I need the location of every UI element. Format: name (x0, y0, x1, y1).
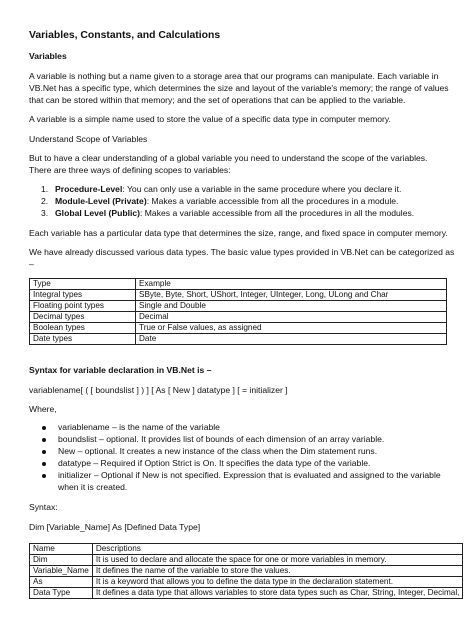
scope-desc: : You can only use a variable in the same procedure where you declare it. (122, 184, 402, 194)
scope-term: Global Level (Public) (55, 208, 140, 218)
syntax-line: variablename[ ( [ boundslist ] ) ] [ As [ New ] datatype ] [ = initializer ] (29, 385, 288, 395)
table-cell: Single and Double (136, 301, 447, 312)
scope-item (41, 208, 414, 220)
table-cell: It is a keyword that allows you to define the data type in the declaration statement. (92, 577, 463, 588)
table-header-cell: Name (30, 544, 93, 555)
table-cell: Data Type (30, 588, 93, 599)
table-row (30, 301, 447, 312)
list-item-text: New – optional. It creates a new instance of the class when the Dim statement runs. (58, 446, 378, 456)
scope-desc: : Makes a variable accessible from all the procedures in a module. (146, 196, 399, 206)
table-cell: Decimal (136, 312, 447, 323)
para4-line: – (29, 259, 34, 269)
para1-line: VB.Net has a specific type, which determines the size and layout of the variable's memory; the range of values (29, 83, 449, 93)
document-title: Variables, Constants, and Calculations (29, 30, 221, 41)
list-item-continuation: when it is created. (58, 482, 128, 492)
table-row (30, 312, 447, 323)
table-cell: Floating point types (30, 301, 136, 312)
list-item-text: initializer – Optional if New is not specified. Expression that is evaluated and assigned to the variable (58, 470, 441, 480)
scope-heading: Understand Scope of Variables (29, 134, 148, 144)
syntax-heading: Syntax for variable declaration in VB.Net is – (29, 365, 212, 375)
scope-item (41, 196, 398, 208)
table-row (30, 566, 463, 577)
table-cell: Dim (30, 555, 93, 566)
bullet-icon (42, 438, 46, 442)
dim-syntax-line: Dim [Variable_Name] As [Defined Data Type] (29, 522, 201, 532)
where-label: Where, (29, 404, 57, 414)
scope-term: Module-Level (Private) (55, 196, 147, 206)
table-header-cell: Descriptions (92, 544, 463, 555)
syntax-label: Syntax: (29, 502, 58, 512)
table-cell: Integral types (30, 290, 136, 301)
para1-line: A variable is nothing but a name given to a storage area that our programs can manipulate. Each variable in (29, 71, 439, 81)
table-cell: It defines a data type that allows variables to store data types such as Char, String, Integer, Decimal, (92, 588, 463, 599)
scope-intro-line: There are three ways of defining scopes to variables: (29, 165, 231, 175)
list-item-text: datatype – Required if Option Strict is On. It specifies the data type of the variable. (58, 458, 371, 468)
table-cell: True or False values, as assigned (136, 323, 447, 334)
bullet-icon (42, 474, 46, 478)
table-row (30, 323, 447, 334)
table-row (30, 555, 463, 566)
table-header-row (30, 544, 463, 555)
table-cell: Decimal types (30, 312, 136, 323)
table-cell: Variable_Name (30, 566, 93, 577)
para4-line: We have already discussed various data types. The basic value types provided in VB.Net can be categorized as (29, 247, 455, 257)
table-row (30, 334, 447, 345)
scope-term: Procedure-Level (55, 184, 123, 194)
bullet-icon (42, 462, 46, 466)
table-row (30, 588, 463, 599)
scope-num: 3. (41, 208, 49, 218)
scope-desc: : Makes a variable accessible from all the procedures in all the modules. (140, 208, 415, 218)
table-cell: Date (136, 334, 447, 345)
table-header-cell: Type (30, 279, 136, 290)
table-header-cell: Example (136, 279, 447, 290)
section-heading: Variables (29, 51, 67, 61)
para1-line: that can be stored within that memory; and the set of operations that can be applied to the variable. (29, 95, 406, 105)
table-cell: Date types (30, 334, 136, 345)
para2: A variable is a simple name used to store the value of a specific data type in computer memory. (29, 114, 391, 124)
scope-item (41, 184, 401, 196)
scope-num: 2. (41, 196, 49, 206)
table-cell: As (30, 577, 93, 588)
table-header-row (30, 279, 447, 290)
list-item-text: boundslist – optional. It provides list of bounds of each dimension of an array variable. (58, 434, 385, 444)
list-item-text: variablename – is the name of the variable (58, 422, 220, 432)
table-cell: It defines the name of the variable to store the values. (92, 566, 463, 577)
table-cell: It is used to declare and allocate the space for one or more variables in memory. (92, 555, 463, 566)
table-row (30, 290, 447, 301)
para3: Each variable has a particular data type that determines the size, range, and fixed space in computer memory. (29, 228, 448, 238)
table-row (30, 577, 463, 588)
bullet-icon (42, 450, 46, 454)
table-cell: SByte, Byte, Short, UShort, Integer, UInteger, Long, ULong and Char (136, 290, 447, 301)
data-types-table (29, 278, 447, 345)
scope-intro-line: But to have a clear understanding of a global variable you need to understand the scope of the variables. (29, 153, 428, 163)
scope-num: 1. (41, 184, 49, 194)
bullet-icon (42, 426, 46, 430)
descriptions-table (29, 543, 463, 599)
table-cell: Boolean types (30, 323, 136, 334)
